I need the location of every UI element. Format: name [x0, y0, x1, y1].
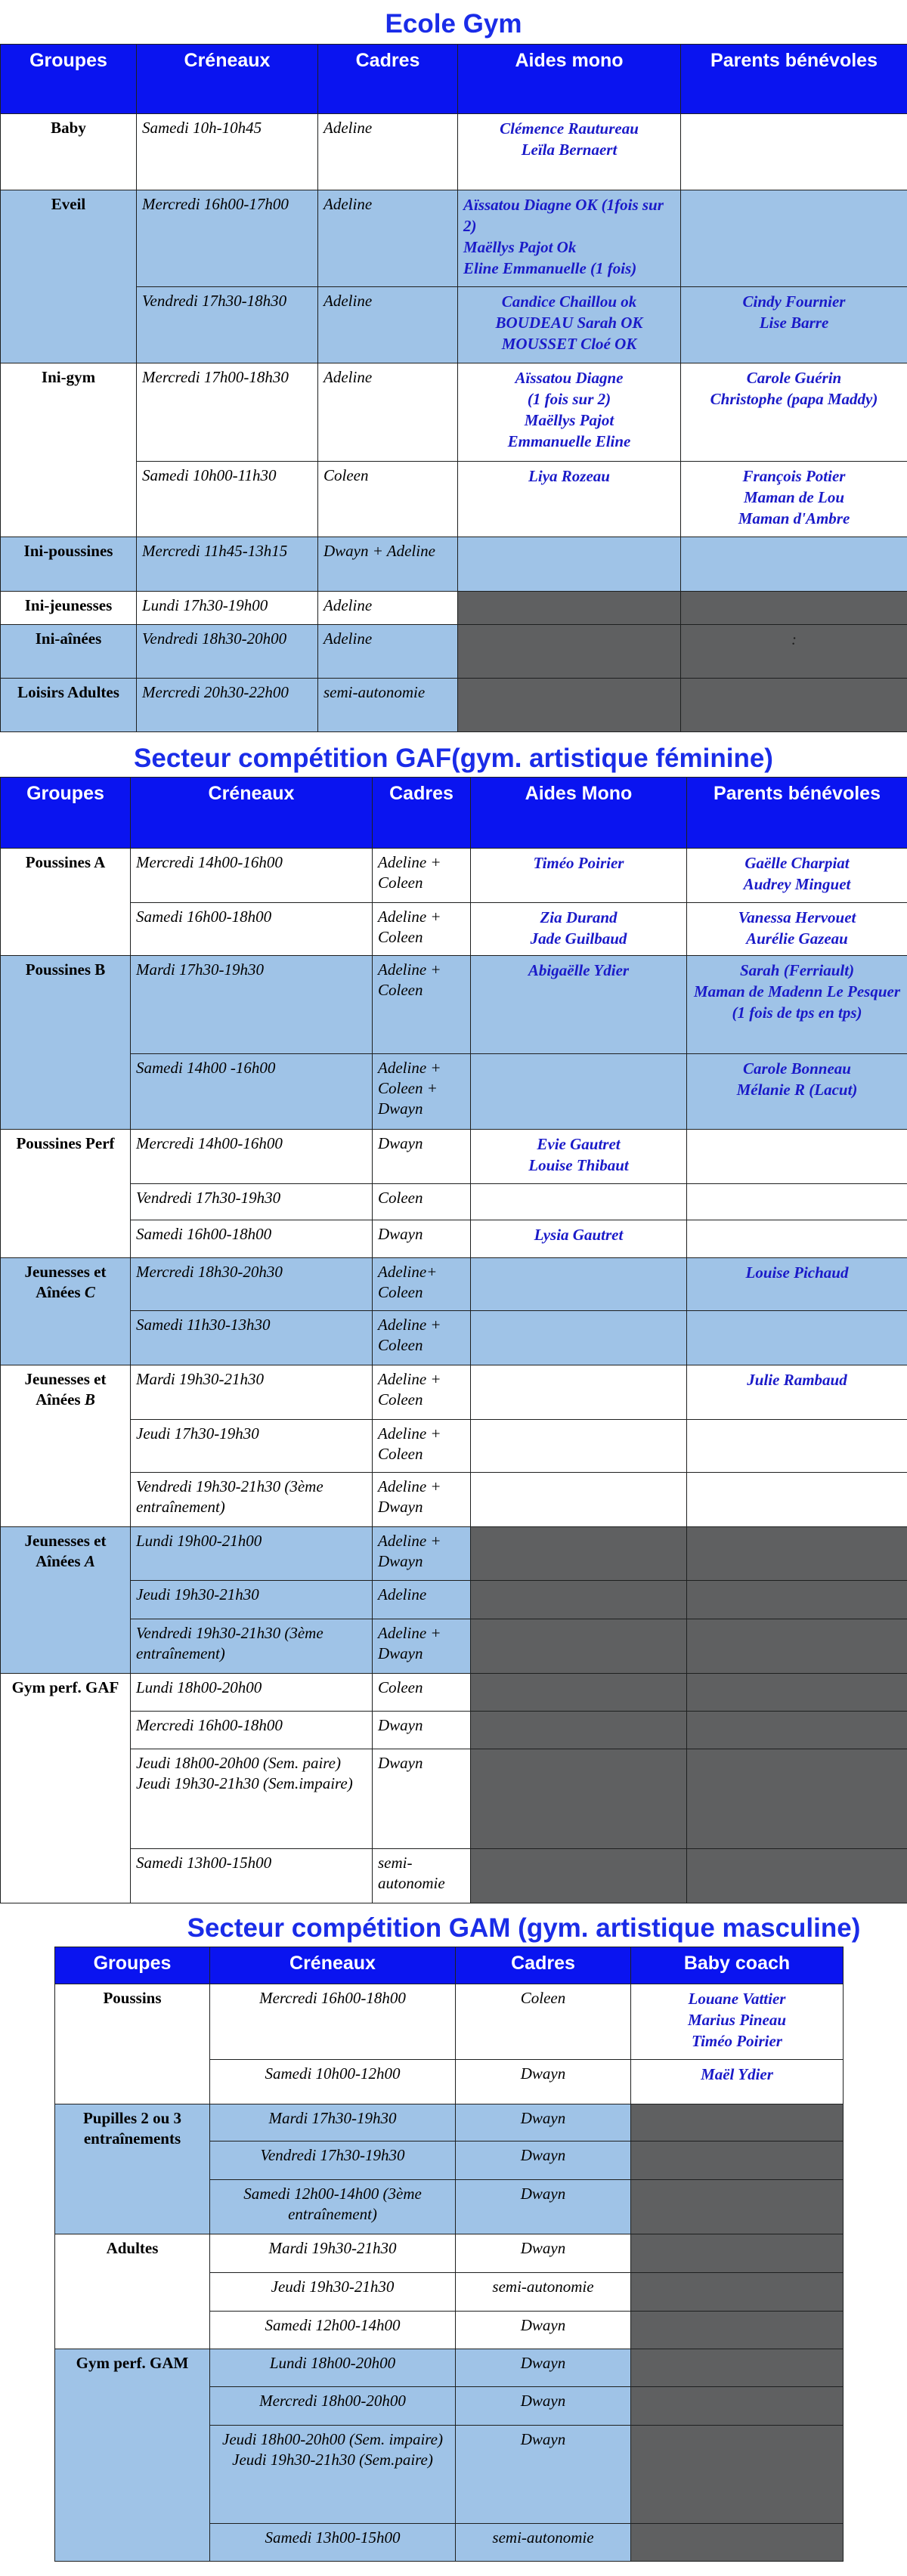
empty-cell [687, 1849, 907, 1903]
cadre-cell: Dwayn [456, 2349, 631, 2387]
creneau-cell: Mercredi 18h30-20h30 [131, 1258, 373, 1311]
empty-cell [631, 2524, 844, 2562]
aide-name: Louise Thibaut [528, 1156, 629, 1174]
cadre-cell: Adeline [373, 1581, 471, 1619]
header-creneaux: Créneaux [131, 778, 373, 849]
ecole-gym-title: Ecole Gym [385, 9, 522, 39]
parents-cell [681, 363, 907, 462]
cadre-cell: Adeline + Coleen [373, 903, 471, 956]
creneau-cell: Samedi 14h00 -16h00 [131, 1054, 373, 1130]
gam-title: Secteur compétition GAM (gym. artistique masculine) [187, 1913, 861, 1943]
table-row [1, 1184, 907, 1220]
gaf-header-row [1, 778, 907, 849]
empty-cell [458, 679, 681, 732]
groupe-cell: Poussines Perf [1, 1130, 131, 1258]
table-row [1, 849, 907, 903]
creneau-cell: Vendredi 17h30-18h30 [137, 287, 318, 363]
cadre-cell: Dwayn [373, 1220, 471, 1258]
creneau-cell: Vendredi 17h30-19h30 [131, 1184, 373, 1220]
parents-cell [687, 1473, 907, 1527]
aides-cell [458, 462, 681, 537]
parents-cell [687, 1365, 907, 1420]
table-row [1, 1674, 907, 1712]
creneau-cell: Samedi 10h00-12h00 [210, 2060, 456, 2104]
creneau-cell: Mardi 17h30-19h30 [210, 2104, 456, 2142]
header-parents: Parents bénévoles [681, 45, 907, 114]
aide-name: Evie Gautret [537, 1135, 621, 1153]
aides-cell [458, 363, 681, 462]
parent-name: Carole Guérin [746, 369, 842, 387]
parent-name: Aurélie Gazeau [746, 929, 848, 948]
groupe-cell: Gym perf. GAM [55, 2349, 210, 2562]
cadre-cell: Adeline [318, 190, 458, 287]
coach-name: Timéo Poirier [692, 2032, 782, 2050]
creneau-cell: Vendredi 17h30-19h30 [210, 2142, 456, 2180]
table-row [55, 2234, 844, 2273]
creneau-cell: Mercredi 14h00-16h00 [131, 1130, 373, 1184]
creneau-cell: Samedi 10h00-11h30 [137, 462, 318, 537]
table-row [1, 190, 907, 287]
cadre-cell: Dwayn [456, 2426, 631, 2524]
empty-cell [687, 1712, 907, 1749]
creneau-cell: Mercredi 16h00-17h00 [137, 190, 318, 287]
aides-cell [471, 1054, 687, 1130]
header-baby-coach: Baby coach [631, 1947, 844, 1984]
parents-cell [681, 537, 907, 592]
aide-name: Zia Durand [540, 908, 618, 926]
parents-cell: : [681, 625, 907, 679]
creneau-cell: Mercredi 16h00-18h00 [210, 1984, 456, 2060]
cadre-cell: Dwayn [456, 2142, 631, 2180]
creneau-cell: Mardi 17h30-19h30 [131, 956, 373, 1054]
parent-name: Lise Barre [759, 314, 829, 332]
aides-cell [471, 903, 687, 956]
cadre-cell: Adeline [318, 363, 458, 462]
coach-name: Marius Pineau [687, 2011, 787, 2029]
creneau-cell: Mercredi 16h00-18h00 [131, 1712, 373, 1749]
aides-cell [471, 1184, 687, 1220]
aide-name: Maëllys Pajot Ok [463, 238, 577, 256]
empty-cell [458, 592, 681, 625]
creneau-cell: Vendredi 19h30-21h30 (3ème entraînement) [131, 1619, 373, 1674]
empty-cell [631, 2426, 844, 2524]
empty-cell [631, 2142, 844, 2180]
groupe-cell [1, 1258, 131, 1365]
creneau-cell: Jeudi 19h30-21h30 [131, 1581, 373, 1619]
parents-cell [687, 849, 907, 903]
header-aides: Aides mono [458, 45, 681, 114]
parent-name: Audrey Minguet [743, 875, 851, 893]
header-groupes: Groupes [1, 778, 131, 849]
aide-name: Jade Guilbaud [530, 929, 627, 948]
creneau-cell: Lundi 19h00-21h00 [131, 1527, 373, 1581]
table-row [1, 287, 907, 363]
cadre-cell: Adeline + Coleen + Dwayn [373, 1054, 471, 1130]
aides-cell [471, 1258, 687, 1311]
parent-name: Mélanie R (Lacut) [736, 1081, 858, 1099]
aide-name: Leïla Bernaert [521, 141, 618, 159]
ecole-gym-table [0, 44, 907, 732]
parents-cell [687, 1258, 907, 1311]
parent-name: Maman de Lou [743, 488, 844, 506]
aide-name: BOUDEAU Sarah OK [495, 314, 643, 332]
creneau-cell: Jeudi 19h30-21h30 [210, 2273, 456, 2312]
aide-name: Aïssatou Diagne [515, 369, 624, 387]
cadre-cell: Dwayn [456, 2234, 631, 2273]
aides-cell [471, 956, 687, 1054]
creneau-line: Jeudi 18h00-20h00 (Sem. paire) [136, 1754, 341, 1772]
aide-name: (1 fois sur 2) [527, 390, 611, 408]
cadre-cell: Adeline [318, 592, 458, 625]
empty-cell [687, 1619, 907, 1674]
table-row [1, 1311, 907, 1365]
aide-name: Candice Chaillou ok [501, 292, 637, 311]
cadre-cell: Dwayn [373, 1749, 471, 1849]
groupe-cell: Pupilles 2 ou 3 entraînements [55, 2104, 210, 2234]
parent-name: Vanessa Hervouet [738, 908, 856, 926]
aide-name: Eline Emmanuelle (1 fois) [463, 259, 637, 277]
groupe-cell: Ini-aînées [1, 625, 137, 679]
groupe-cell: Poussines A [1, 849, 131, 956]
parents-cell [681, 190, 907, 287]
parent-name: Sarah (Ferriault) [739, 961, 855, 979]
creneau-cell: Mercredi 18h00-20h00 [210, 2387, 456, 2426]
table-row [1, 1054, 907, 1130]
empty-cell [631, 2312, 844, 2349]
aide-name: Lysia Gautret [534, 1226, 624, 1244]
empty-cell [471, 1527, 687, 1581]
empty-cell [631, 2349, 844, 2387]
gam-header-row [55, 1947, 844, 1984]
cadre-cell: Adeline + Coleen [373, 1420, 471, 1473]
aides-cell [471, 1473, 687, 1527]
cadre-cell: Adeline + Coleen [373, 1311, 471, 1365]
groupe-name: Jeunesses et Aînées [24, 1263, 107, 1301]
coach-cell [631, 2060, 844, 2104]
cadre-cell: Adeline + Coleen [373, 1365, 471, 1420]
cadre-cell: Adeline [318, 625, 458, 679]
coach-cell [631, 1984, 844, 2060]
table-row [1, 679, 907, 732]
aide-name: Timéo Poirier [533, 854, 624, 872]
table-row [1, 1619, 907, 1674]
cadre-cell: Adeline+ Coleen [373, 1258, 471, 1311]
groupe-cell: Gym perf. GAF [1, 1674, 131, 1903]
parents-cell [681, 114, 907, 190]
header-creneaux: Créneaux [210, 1947, 456, 1984]
table-row [55, 2349, 844, 2387]
ecole-header-row [1, 45, 907, 114]
header-parents: Parents bénévoles [687, 778, 907, 849]
creneau-cell [131, 1749, 373, 1849]
groupe-cell: Ini-poussines [1, 537, 137, 592]
table-row [1, 1712, 907, 1749]
aide-name: MOUSSET Cloé OK [501, 335, 637, 353]
table-row [1, 1130, 907, 1184]
empty-cell [687, 1527, 907, 1581]
parent-name: Carole Bonneau [743, 1059, 851, 1078]
table-row [1, 1527, 907, 1581]
cadre-cell: semi-autonomie [318, 679, 458, 732]
creneau-cell: Lundi 18h00-20h00 [210, 2349, 456, 2387]
groupe-cell [1, 1365, 131, 1527]
empty-cell [458, 625, 681, 679]
header-aides: Aides Mono [471, 778, 687, 849]
empty-cell [471, 1849, 687, 1903]
empty-cell [471, 1712, 687, 1749]
groupe-cell: Poussins [55, 1984, 210, 2104]
header-groupes: Groupes [55, 1947, 210, 1984]
groupe-letter: B [84, 1390, 95, 1409]
groupe-name: Jeunesses et Aînées [24, 1370, 107, 1409]
empty-cell [631, 2273, 844, 2312]
groupe-cell: Loisirs Adultes [1, 679, 137, 732]
cadre-cell: Adeline + Coleen [373, 849, 471, 903]
empty-cell [681, 679, 907, 732]
table-row [1, 114, 907, 190]
creneau-cell: Mercredi 20h30-22h00 [137, 679, 318, 732]
empty-cell [471, 1581, 687, 1619]
cadre-cell: Coleen [373, 1674, 471, 1712]
creneau-cell: Samedi 11h30-13h30 [131, 1311, 373, 1365]
table-row [1, 1258, 907, 1311]
empty-cell [471, 1619, 687, 1674]
empty-cell [631, 2104, 844, 2142]
empty-cell [681, 592, 907, 625]
aides-cell [471, 1311, 687, 1365]
cadre-cell: semi-autonomie [456, 2524, 631, 2562]
creneau-cell: Samedi 10h-10h45 [137, 114, 318, 190]
creneau-cell: Lundi 17h30-19h00 [137, 592, 318, 625]
groupe-cell [1, 1527, 131, 1674]
creneau-line: Jeudi 18h00-20h00 (Sem. impaire) [222, 2430, 443, 2448]
aides-cell [471, 849, 687, 903]
header-groupes: Groupes [1, 45, 137, 114]
header-cadres: Cadres [456, 1947, 631, 1984]
groupe-letter: A [84, 1552, 95, 1570]
groupe-cell: Eveil [1, 190, 137, 363]
table-row [1, 537, 907, 592]
table-row [1, 1220, 907, 1258]
creneau-cell: Mercredi 14h00-16h00 [131, 849, 373, 903]
table-row [1, 1581, 907, 1619]
creneau-cell: Jeudi 17h30-19h30 [131, 1420, 373, 1473]
table-row [55, 2104, 844, 2142]
gaf-title: Secteur compétition GAF(gym. artistique féminine) [134, 744, 773, 773]
creneau-cell: Mercredi 17h00-18h30 [137, 363, 318, 462]
aide-name: Maëllys Pajot [524, 411, 614, 429]
cadre-cell: Dwayn + Adeline [318, 537, 458, 592]
parents-cell [681, 462, 907, 537]
cadre-cell: Dwayn [373, 1130, 471, 1184]
parents-cell [687, 1311, 907, 1365]
aide-name: Abigaëlle Ydier [528, 961, 630, 979]
parents-cell [681, 287, 907, 363]
coach-name: Louane Vattier [688, 1990, 786, 2008]
cadre-cell: Dwayn [456, 2387, 631, 2426]
parents-cell [687, 1054, 907, 1130]
creneau-cell: Mardi 19h30-21h30 [210, 2234, 456, 2273]
parent-name: Christophe (papa Maddy) [710, 390, 878, 408]
empty-cell [687, 1749, 907, 1849]
coach-name: Maël Ydier [701, 2065, 773, 2083]
header-cadres: Cadres [373, 778, 471, 849]
creneau-cell: Samedi 12h00-14h00 (3ème entraînement) [210, 2180, 456, 2234]
parent-name: Cindy Fournier [742, 292, 846, 311]
groupe-cell: Poussines B [1, 956, 131, 1130]
cadre-cell: Dwayn [456, 2104, 631, 2142]
parent-name: Maman d'Ambre [738, 509, 850, 527]
parents-cell [687, 1420, 907, 1473]
groupe-cell: Ini-gym [1, 363, 137, 537]
cadre-cell: Adeline + Dwayn [373, 1527, 471, 1581]
parent-name: Julie Rambaud [747, 1371, 847, 1389]
parents-cell [687, 1220, 907, 1258]
cadre-cell: Coleen [373, 1184, 471, 1220]
creneau-cell: Mardi 19h30-21h30 [131, 1365, 373, 1420]
table-row [1, 903, 907, 956]
parent-name: Louise Pichaud [745, 1263, 849, 1282]
creneau-line: Jeudi 19h30-21h30 (Sem.paire) [232, 2451, 433, 2469]
creneau-cell: Vendredi 19h30-21h30 (3ème entraînement) [131, 1473, 373, 1527]
aides-cell [458, 287, 681, 363]
cadre-cell: Adeline [318, 287, 458, 363]
creneau-cell: Samedi 16h00-18h00 [131, 903, 373, 956]
cadre-cell: semi-autonomie [373, 1849, 471, 1903]
creneau-cell: Mercredi 11h45-13h15 [137, 537, 318, 592]
creneau-cell: Samedi 12h00-14h00 [210, 2312, 456, 2349]
creneau-cell [210, 2426, 456, 2524]
aide-name: Aïssatou Diagne OK (1fois sur 2) [463, 196, 664, 235]
cadre-cell: Dwayn [373, 1712, 471, 1749]
header-cadres: Cadres [318, 45, 458, 114]
table-row [1, 1849, 907, 1903]
aides-cell [471, 1130, 687, 1184]
creneau-cell: Samedi 13h00-15h00 [210, 2524, 456, 2562]
creneau-cell: Samedi 16h00-18h00 [131, 1220, 373, 1258]
creneau-line: Jeudi 19h30-21h30 (Sem.impaire) [136, 1774, 353, 1792]
empty-cell [687, 1581, 907, 1619]
cadre-cell: Coleen [456, 1984, 631, 2060]
creneau-cell: Vendredi 18h30-20h00 [137, 625, 318, 679]
cadre-cell: Dwayn [456, 2180, 631, 2234]
table-row [1, 1365, 907, 1420]
aides-cell [458, 190, 681, 287]
cadre-cell: Dwayn [456, 2312, 631, 2349]
parents-cell [687, 956, 907, 1054]
aides-cell [471, 1365, 687, 1420]
groupe-letter: C [84, 1283, 95, 1301]
empty-cell [631, 2234, 844, 2273]
aides-cell [458, 114, 681, 190]
cadre-cell: Coleen [318, 462, 458, 537]
groupe-name: Jeunesses et Aînées [24, 1532, 107, 1570]
parents-cell [687, 1184, 907, 1220]
cadre-cell: Adeline + Dwayn [373, 1473, 471, 1527]
aides-cell [471, 1220, 687, 1258]
cadre-cell: semi-autonomie [456, 2273, 631, 2312]
parents-cell [687, 1130, 907, 1184]
header-creneaux: Créneaux [137, 45, 318, 114]
parent-name: François Potier [742, 467, 846, 485]
parent-name: Maman de Madenn Le Pesquer (1 fois de tps en tps) [694, 982, 900, 1022]
table-row [1, 363, 907, 462]
gam-table [54, 1947, 844, 2562]
table-row [1, 462, 907, 537]
creneau-cell: Samedi 13h00-15h00 [131, 1849, 373, 1903]
empty-cell [471, 1749, 687, 1849]
groupe-cell: Baby [1, 114, 137, 190]
table-row [1, 956, 907, 1054]
cadre-cell: Adeline + Dwayn [373, 1619, 471, 1674]
table-row [1, 592, 907, 625]
table-row [1, 1473, 907, 1527]
empty-cell [631, 2387, 844, 2426]
aides-cell [471, 1420, 687, 1473]
gaf-table [0, 777, 907, 1903]
empty-cell [631, 2180, 844, 2234]
cadre-cell: Adeline + Coleen [373, 956, 471, 1054]
aides-cell [458, 537, 681, 592]
parents-cell [687, 903, 907, 956]
aide-name: Liya Rozeau [528, 467, 610, 485]
table-row [1, 625, 907, 679]
table-row [55, 1984, 844, 2060]
creneau-cell: Lundi 18h00-20h00 [131, 1674, 373, 1712]
cadre-cell: Dwayn [456, 2060, 631, 2104]
parent-name: Gaëlle Charpiat [744, 854, 850, 872]
groupe-cell: Adultes [55, 2234, 210, 2349]
table-row [1, 1749, 907, 1849]
cadre-cell: Adeline [318, 114, 458, 190]
groupe-cell: Ini-jeunesses [1, 592, 137, 625]
aide-name: Clémence Rautureau [500, 119, 639, 138]
table-row [1, 1420, 907, 1473]
empty-cell [471, 1674, 687, 1712]
empty-cell [687, 1674, 907, 1712]
aide-name: Emmanuelle Eline [507, 432, 631, 450]
